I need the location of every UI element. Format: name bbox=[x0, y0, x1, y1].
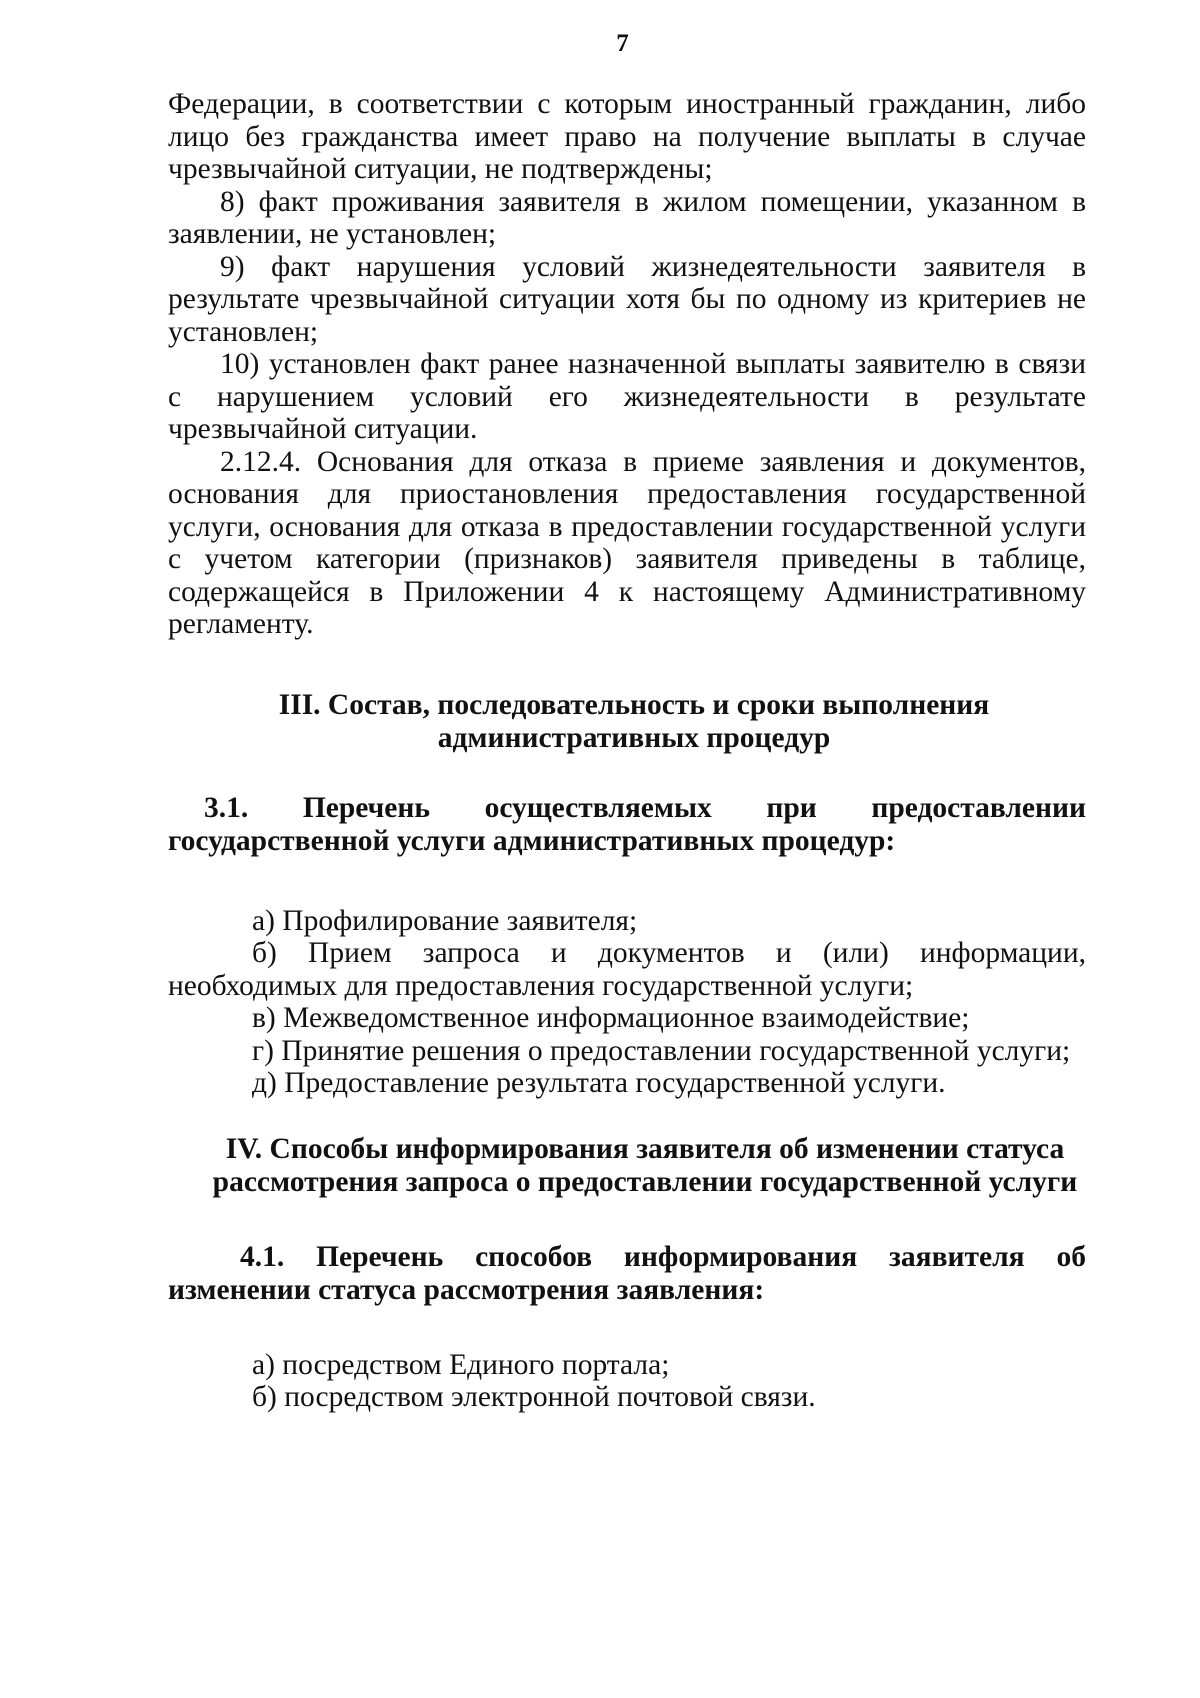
list-item: г) Принятие решения о предоставлении государственной услуги; bbox=[252, 1034, 1071, 1067]
list-item: б) посредством электронной почтовой связи. bbox=[252, 1381, 816, 1413]
section-3-1-subtitle: 3.1. Перечень осуществляемых при предоставлении государственной услуги административных процедур: bbox=[168, 791, 1086, 857]
list-item: в) Межведомственное информационное взаимодействие; bbox=[252, 1002, 970, 1034]
section-4-title: IV. Способы информирования заявителя об изменении статуса рассмотрения запроса о предоставлении государственной услуги bbox=[212, 1132, 1078, 1198]
section-3-title: III. Состав, последовательность и сроки выполнения административных процедур bbox=[278, 688, 990, 754]
list-item: а) Профилирование заявителя; bbox=[252, 904, 638, 937]
page-number: 7 bbox=[616, 30, 629, 57]
intro-paragraph: 2.12.4. Основания для отказа в приеме заявления и документов, основания для приостановления предоставления государственной услуги, основания для отказа в предоставлении государственной услуги с учетом категории (признаков) заявителя приведены в таблице, содержащейся в Приложении 4 к настоящему Административному регламенту. bbox=[168, 445, 1086, 640]
intro-paragraph: 9) факт нарушения условий жизнедеятельности заявителя в результате чрезвычайной ситуации хотя бы по одному из критериев не установлен; bbox=[168, 250, 1086, 348]
list-item: д) Предоставление результата государственной услуги. bbox=[252, 1067, 946, 1099]
intro-paragraph: 8) факт проживания заявителя в жилом помещении, указанном в заявлении, не установлен; bbox=[168, 185, 1086, 250]
list-item: б) Прием запроса и документов и (или) информации, необходимых для предоставления государственной услуги; bbox=[168, 937, 1086, 1002]
section-4-1-subtitle: 4.1. Перечень способов информирования заявителя об изменении статуса рассмотрения заявления: bbox=[168, 1240, 1086, 1306]
procedures-list bbox=[168, 905, 1086, 1100]
page-content bbox=[168, 88, 1086, 1414]
intro-paragraph: Федерации, в соответствии с которым иностранный гражданин, либо лицо без гражданства имеет право на получение выплаты в случае чрезвычайной ситуации, не подтверждены; bbox=[168, 88, 1086, 185]
list-item: а) посредством Единого портала; bbox=[252, 1348, 670, 1381]
intro-paragraph: 10) установлен факт ранее назначенной выплаты заявителю в связи с нарушением условий его жизнедеятельности в результате чрезвычайной ситуации. bbox=[168, 348, 1086, 445]
notification-methods-list bbox=[168, 1349, 1086, 1414]
